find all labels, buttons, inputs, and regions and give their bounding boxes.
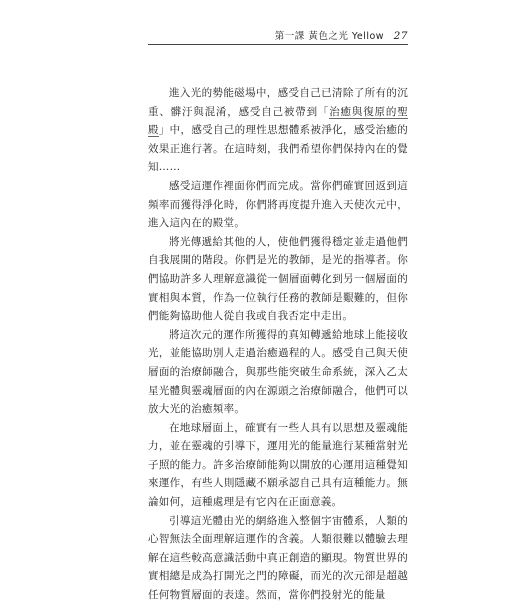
paragraph: 在地球層面上，確實有一些人具有以思想及靈魂能力，並在靈魂的引導下，運用光的能量進行某種當射光子照的能力。許多治療師能夠以開放的心運用這種覺知來運作，有些人則隱藏不願承認自己具有這種能力。無論如何，這種處理是有它內在正面意義。 — [148, 421, 408, 509]
running-header — [148, 28, 408, 42]
paragraph-text: 進入光的勢能磁場中，感受自己已清除了所有的沉重、髒汙與混淆，感受自己被帶到「 — [148, 87, 408, 118]
paragraph: 感受這運作裡面你們而完成。當你們確實回返到這頻率而獲得淨化時，你們將再度提升進入天使次元中，進入這內在的殿堂。 — [148, 179, 408, 230]
chapter-label: 第一課 — [274, 31, 305, 42]
highlighted-phrase: 治癒與復原的聖殿 — [148, 105, 408, 137]
chapter-title: 黃色之光 Yellow — [308, 31, 385, 42]
body-text — [148, 84, 408, 605]
paragraph — [148, 84, 408, 177]
paragraph-text: 」中，感受自己的理性思想體系被淨化，感受治癒的效果正進行著。在這時刻，我們希望你們保持內在的覺知…… — [148, 124, 408, 174]
header-divider — [148, 44, 408, 45]
page-number: 27 — [393, 30, 408, 42]
paragraph: 將光傳遞給其他的人，使他們獲得穩定並走過他們自我展開的階段。你們是光的教師，是光的指導者。你們協助許多人理解意識從一個層面轉化到另一個層面的實相與本質，作為一位執行任務的教師是艱難的，但你們能夠協助他人從自我或自我否定中走出。 — [148, 235, 408, 323]
paragraph: 引導這光體由光的網絡進入整個宇宙體系，人類的心智無法全面理解這運作的含義。人類很難以體驗去理解在這些較高意識活動中真正創造的顯現。物質世界的實相總是成為打開光之門的障礙，而光的次元卻是超越任何物質層面的表達。然而，當你們投射光的能量 — [148, 514, 408, 602]
paragraph: 將這次元的運作所獲得的真知轉遞給地球上能接收光，並能協助別人走過治癒過程的人。感受自己與天使層面的治療師融合，與那些能突破生命系統，深入乙太星光體與靈魂層面的內在源頭之治療師融合，他們可以放大光的治癒頻率。 — [148, 328, 408, 416]
